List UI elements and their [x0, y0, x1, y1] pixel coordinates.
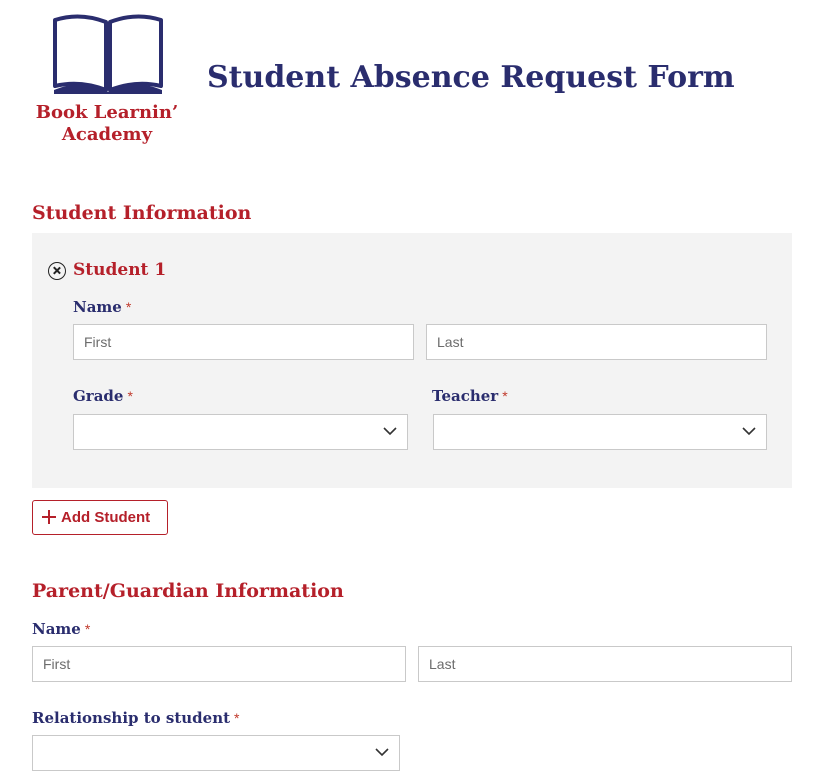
teacher-label-text: Teacher	[432, 387, 499, 405]
chevron-down-icon	[375, 745, 389, 759]
logo-text	[33, 102, 181, 146]
chevron-down-icon	[742, 424, 756, 438]
page-title: Student Absence Request Form	[207, 60, 735, 95]
required-marker: *	[234, 710, 240, 726]
logo-line-1: Book Learnin’	[35, 102, 179, 123]
student-name-label-text: Name	[73, 298, 122, 316]
required-marker: *	[502, 388, 508, 404]
add-student-label: Add Student	[61, 509, 151, 526]
parent-first-name-input[interactable]	[32, 646, 406, 682]
parent-name-label	[32, 619, 90, 639]
add-student-button[interactable]	[32, 500, 168, 535]
open-book-icon	[52, 14, 164, 94]
parent-name-label-text: Name	[32, 620, 81, 638]
student-last-name-input[interactable]	[426, 324, 767, 360]
parent-information-heading: Parent/Guardian Information	[32, 580, 344, 602]
logo-line-2: Academy	[61, 124, 153, 145]
student-1-title: Student 1	[73, 260, 167, 280]
chevron-down-icon	[383, 424, 397, 438]
required-marker: *	[127, 388, 133, 404]
required-marker: *	[125, 299, 132, 315]
relationship-label-text: Relationship to student	[32, 709, 231, 727]
remove-student-button[interactable]	[48, 262, 66, 280]
student-information-heading: Student Information	[32, 202, 252, 224]
student-name-label	[73, 297, 131, 317]
required-marker: *	[84, 621, 91, 637]
teacher-label	[432, 386, 508, 406]
relationship-select[interactable]	[32, 735, 400, 771]
grade-label	[73, 386, 133, 406]
teacher-select[interactable]	[433, 414, 767, 450]
academy-logo	[33, 14, 183, 149]
plus-icon	[42, 510, 56, 524]
parent-last-name-input[interactable]	[418, 646, 792, 682]
grade-label-text: Grade	[73, 387, 124, 405]
grade-select[interactable]	[73, 414, 408, 450]
relationship-label	[32, 708, 239, 728]
student-first-name-input[interactable]	[73, 324, 414, 360]
